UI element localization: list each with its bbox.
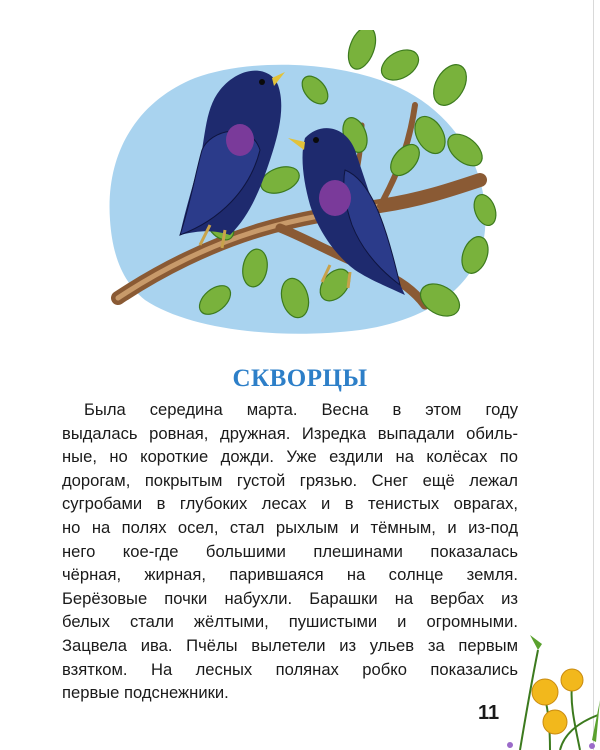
text-line: него кое-где большими плешинами показалась: [62, 541, 518, 561]
text-line: выдалась ровная, дружная. Изредка выпадали обиль-: [62, 423, 518, 443]
text-line: ные, но короткие дожди. Уже ездили на колёсах по: [62, 447, 518, 467]
text-line: но на полях осел, стал рыхлым и тёмным, и из-под: [62, 517, 518, 537]
text-line: сугробами в глубоких лесах и в тенистых оврагах,: [62, 494, 518, 514]
starlings-illustration: [100, 30, 500, 342]
text-line: белых стали жёлтыми, пушистыми и огромными.: [62, 612, 518, 632]
text-line: взятком. На лесных полянах робко показались: [62, 659, 518, 679]
story-text: [62, 398, 518, 705]
text-line: Берёзовые почки набухли. Барашки на вербах из: [62, 588, 518, 608]
text-line: Была середина марта. Весна в этом году: [84, 400, 518, 419]
story-title: СКВОРЦЫ: [232, 365, 368, 392]
text-line: чёрная, жирная, парившаяся на солнце земля.: [62, 565, 518, 585]
text-line: дорогам, покрытым густой грязью. Снег ещё лежал: [62, 470, 518, 490]
text-line: первые подснежники.: [62, 683, 229, 703]
dandelion-flowers-icon: [500, 630, 600, 750]
text-line: Зацвела ива. Пчёлы вылетели из ульев за первым: [62, 635, 518, 655]
page-number: 11: [478, 702, 500, 724]
